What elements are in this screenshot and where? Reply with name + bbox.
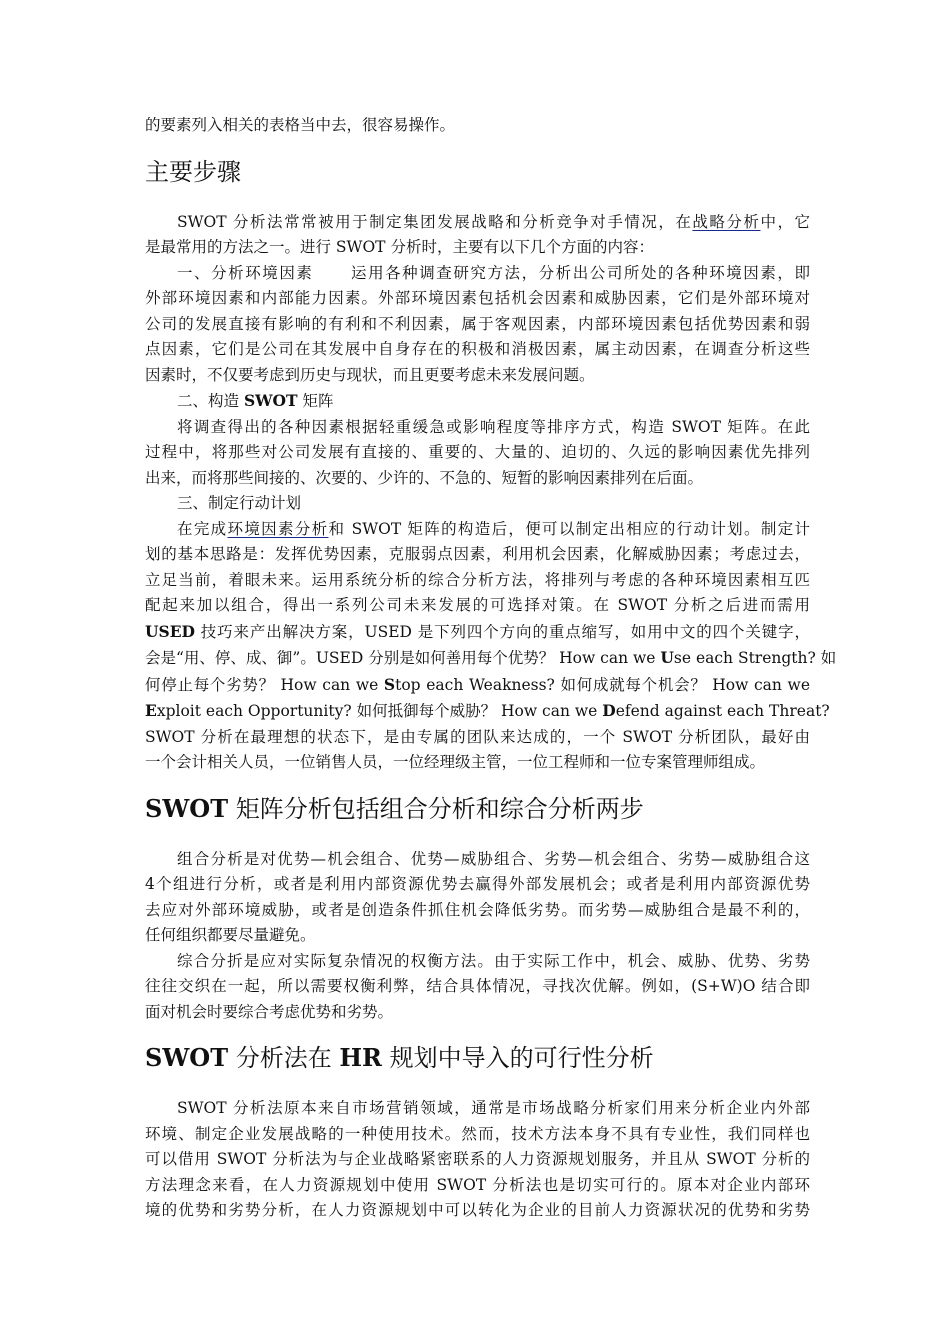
text-span: top each Weakness? 如何成就每个机会？ How can we bbox=[395, 675, 810, 694]
step-title: 一、分析环境因素 bbox=[177, 263, 314, 282]
text-span: SWOT bbox=[243, 391, 298, 410]
paragraph-line bbox=[145, 517, 810, 543]
text-span: 在完成 bbox=[177, 519, 228, 538]
text-span: se each Strength? 如 bbox=[673, 649, 837, 667]
paragraph-line: 配起来加以组合，得出一系列公司未来发展的可选择对策。在 SWOT 分析之后进而需用 bbox=[145, 596, 810, 614]
paragraph-line bbox=[145, 210, 810, 236]
paragraph-line bbox=[145, 619, 810, 646]
text-span: 何停止每个劣势？ How can we bbox=[145, 675, 384, 694]
text-span: D bbox=[602, 701, 616, 720]
text-span: xploit each Opportunity? 如何抵御每个威胁？ How can we bbox=[156, 702, 603, 720]
text-span: efend against each Threat? bbox=[615, 702, 830, 720]
paragraph-line bbox=[145, 698, 830, 725]
paragraph-line: 划的基本思路是：发挥优势因素，克服弱点因素，利用机会因素，化解威胁因素；考虑过去， bbox=[145, 545, 810, 563]
paragraph-line bbox=[145, 672, 810, 699]
paragraph-line: 往往交织在一起，所以需要权衡利弊，结合具体情况，寻找次优解。例如，(S+W)O 结合即 bbox=[145, 977, 810, 995]
paragraph-line: SWOT 分析法原本来自市场营销领域，通常是市场战略分析家们用来分析企业内外部 bbox=[177, 1099, 810, 1117]
document-body bbox=[145, 113, 837, 1224]
paragraph-line: 立足当前，着眼未来。运用系统分析的综合分析方法，将排列与考虑的各种环境因素相互匹 bbox=[145, 570, 810, 589]
text-span: 分析法在 bbox=[228, 1044, 340, 1072]
link-strategy-analysis[interactable]: 战略分析 bbox=[692, 212, 761, 231]
paragraph-line: 面对机会时要综合考虑优势和劣势。 bbox=[145, 1002, 394, 1021]
section-heading-hr-planning bbox=[145, 1042, 810, 1074]
link-environment-factor-analysis[interactable]: 环境因素分析 bbox=[227, 519, 329, 538]
text-span: SWOT 分析法常常被用于制定集团发展战略和分析竞争对手情况，在 bbox=[177, 212, 693, 231]
paragraph-line: SWOT 分析在最理想的状态下，是由专属的团队来达成的，一个 SWOT 分析团队，最好由 bbox=[145, 727, 810, 746]
paragraph-line: 环境、制定企业发展战略的一种使用技术。然而，技术方法本身不具有专业性，我们同样也 bbox=[145, 1124, 810, 1143]
text-span: 矩阵分析包括组合分析和综合分析两步 bbox=[228, 794, 644, 823]
paragraph-line: 因素时，不仅要考虑到历史与现状，而且更要考虑未来发展问题。 bbox=[145, 365, 595, 384]
text-span: HR bbox=[339, 1043, 382, 1072]
paragraph-line: 境的优势和劣势分析，在人力资源规划中可以转化为企业的目前人力资源状况的优势和劣势 bbox=[145, 1201, 810, 1219]
text-span: 矩阵 bbox=[297, 392, 334, 410]
section-heading-main-steps: 主要步骤 bbox=[145, 157, 241, 186]
text-span: 会是“用、停、成、御”。USED 分别是如何善用每个优势？ How can we bbox=[145, 649, 661, 667]
paragraph-line: 过程中，将那些对公司发展有直接的、重要的、大量的、迫切的、久远的影响因素优先排列 bbox=[145, 443, 810, 461]
paragraph-line: 综合分折是应对实际复杂情况的权衡方法。由于实际工作中，机会、威胁、优势、劣势 bbox=[177, 951, 810, 970]
paragraph-line: 出来，而将那些间接的、次要的、少许的、不急的、短暂的影响因素排列在后面。 bbox=[145, 468, 704, 487]
paragraph-line: 任何组织都要尽量避免。 bbox=[145, 926, 316, 944]
paragraph-line: 组合分析是对优势—机会组合、优势—威胁组合、劣势—机会组合、劣势—威胁组合这 bbox=[177, 849, 810, 868]
text-span: USED bbox=[145, 621, 195, 641]
paragraph-line: 点因素，它们是公司在其发展中自身存在的积极和消极因素，属主动因素，在调查分析这些 bbox=[145, 340, 810, 358]
paragraph-line: 是最常用的方法之一。进行 SWOT 分析时，主要有以下几个方面的内容： bbox=[145, 238, 654, 256]
section-heading-swot-matrix bbox=[145, 793, 810, 825]
step-title: 三、制定行动计划 bbox=[177, 494, 302, 512]
step-title bbox=[145, 388, 810, 415]
paragraph-line bbox=[145, 261, 810, 287]
text-span: SWOT bbox=[145, 793, 229, 823]
paragraph-line: 公司的发展直接有影响的有利和不利因素，属于客观因素，内部环境因素包括优势因素和弱 bbox=[145, 314, 810, 333]
paragraph-line: 外部环境因素和内部能力因素。外部环境因素包括机会因素和威胁因素，它们是外部环境对 bbox=[145, 289, 810, 307]
text-span: E bbox=[145, 701, 157, 720]
paragraph-line: 去应对外部环境威胁，或者是创造条件抓住机会降低劣势。而劣势—威胁组合是最不利的， bbox=[145, 900, 810, 919]
text-span: S bbox=[383, 674, 396, 694]
text-span: U bbox=[660, 648, 674, 667]
paragraph-line: 将调查得出的各种因素根据轻重缓急或影响程度等排序方式，构造 SWOT 矩阵。在此 bbox=[177, 417, 810, 436]
paragraph-line: 的要素列入相关的表格当中去，很容易操作。 bbox=[145, 116, 456, 134]
text-span: 运用各种调查研究方法，分析出公司所处的各种环境因素，即 bbox=[349, 263, 810, 282]
paragraph-line: 4个组进行分析，或者是利用内部资源优势去赢得外部发展机会；或者是利用内部资源优势 bbox=[145, 875, 810, 893]
text-span: 二、构造 bbox=[177, 392, 244, 410]
paragraph-line bbox=[145, 645, 837, 672]
paragraph-line: 一个会计相关人员，一位销售人员，一位经理级主管，一位工程师和一位专案管理师组成。 bbox=[145, 753, 766, 771]
text-span: 规划中导入的可行性分析 bbox=[381, 1044, 654, 1072]
text-span: 和 SWOT 矩阵的构造后，便可以制定出相应的行动计划。制定计 bbox=[328, 519, 810, 538]
text-span: SWOT bbox=[145, 1043, 229, 1072]
paragraph-line: 可以借用 SWOT 分析法为与企业战略紧密联系的人力资源规划服务，并且从 SWOT 分析的 bbox=[145, 1150, 810, 1168]
text-span: 技巧来产出解决方案，USED 是下列四个方向的重点缩写，如用中文的四个关键字， bbox=[194, 622, 810, 641]
text-span: 中，它 bbox=[760, 212, 810, 231]
paragraph-line: 方法理念来看，在人力资源规划中使用 SWOT 分析法也是切实可行的。原本对企业内部环 bbox=[145, 1175, 810, 1194]
